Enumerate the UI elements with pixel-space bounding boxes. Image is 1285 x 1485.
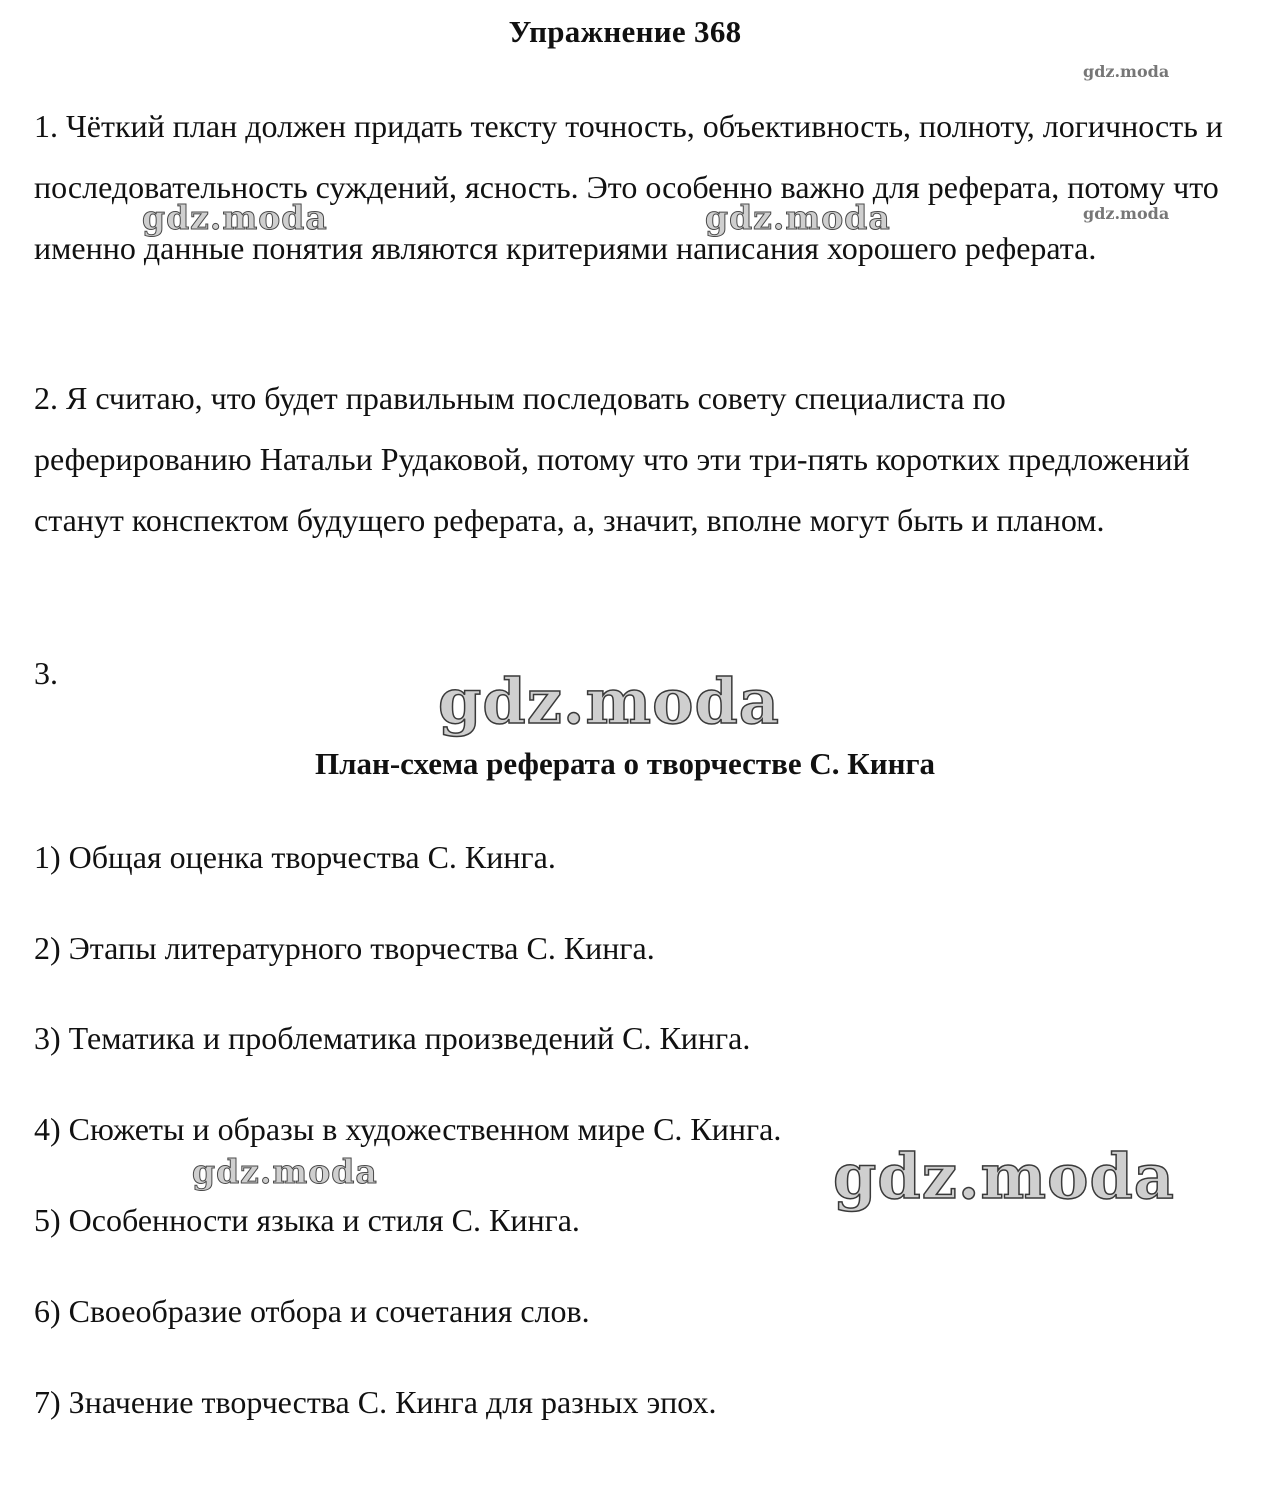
- plan-item-7: 7) Значение творчества С. Кинга для разных эпох.: [34, 1384, 717, 1420]
- plan-item-6: 6) Своеобразие отбора и сочетания слов.: [34, 1293, 590, 1329]
- watermark-logo: gdz.moda: [192, 1152, 378, 1191]
- watermark-logo: gdz.moda: [833, 1140, 1175, 1213]
- plan-title: План-схема реферата о творчестве С. Кинга: [314, 746, 936, 781]
- exercise-title: Упражнение 368: [508, 14, 742, 49]
- watermark-logo: gdz.moda: [142, 198, 328, 237]
- plan-item-5: 5) Особенности языка и стиля С. Кинга.: [34, 1202, 580, 1238]
- plan-item-2: 2) Этапы литературного творчества С. Кинга.: [34, 930, 655, 966]
- watermark-logo: gdz.moda: [1083, 204, 1170, 223]
- answer-paragraph-2: 2. Я считаю, что будет правильным последовать совету специалиста по реферированию Натальи Рудаковой, потому что эти три-пять коротких предложений станут конспектом будущего реферата, а, значит, вполне могут быть и планом.: [34, 380, 1190, 538]
- plan-item-4: 4) Сюжеты и образы в художественном мире С. Кинга.: [34, 1111, 782, 1147]
- plan-item-3: 3) Тематика и проблематика произведений С. Кинга.: [34, 1020, 751, 1056]
- answer-paragraph-1: 1. Чёткий план должен придать тексту точность, объективность, полноту, логичность и последовательность суждений, ясность. Это особенно важно для реферата, потому что именно данные понятия являются критериями написания хорошего реферата.: [34, 108, 1223, 266]
- plan-item-1: 1) Общая оценка творчества С. Кинга.: [34, 839, 556, 875]
- answer-number-3: 3.: [34, 655, 58, 691]
- watermark-logo: gdz.moda: [705, 198, 891, 237]
- watermark-logo: gdz.moda: [438, 665, 780, 738]
- watermark-logo: gdz.moda: [1083, 62, 1170, 81]
